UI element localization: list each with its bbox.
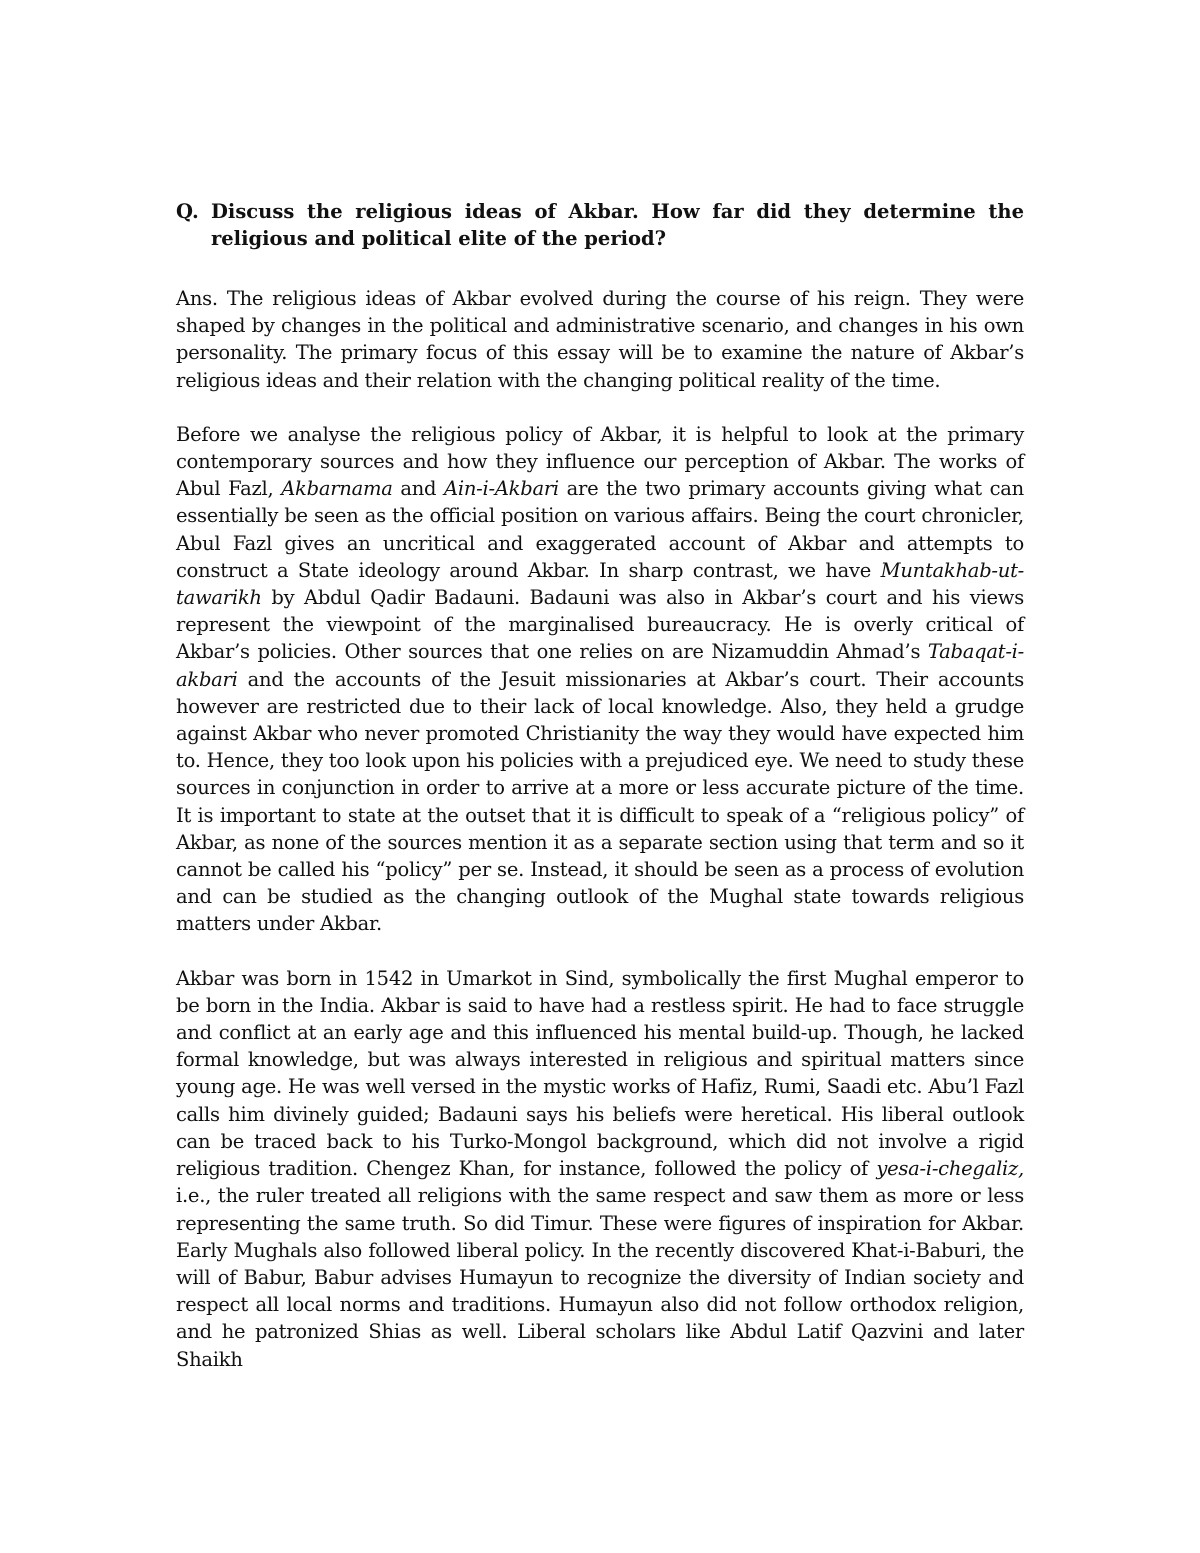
sources-paragraph [176, 421, 1024, 938]
question-label: Q. [176, 200, 199, 223]
background-text-1: Akbar was born in 1542 in Umarkot in Sind, symbolically the first Mughal emperor to be born in the India. Akbar is said to have had a restless spirit. He had to face struggle and conflict at an early age and this influenced his mental build-up. Though, he lacked formal knowledge, but was always interested in religious and spiritual matters since young age. He was well versed in the mystic works of Hafiz, Rumi, Saadi etc. Abu’l Fazl calls him divinely guided; Badauni says his beliefs were heretical. His liberal outlook can be traced back to his Turko-Mongol background, which did not involve a rigid religious tradition. Chengez Khan, for instance, followed the policy of [176, 966, 1024, 1181]
sources-text-2: and [392, 477, 445, 501]
term-yesa: yesa-i-chegaliz, [876, 1157, 1024, 1181]
akbar-background-paragraph [176, 965, 1024, 1373]
title-ain-i-akbari: Ain-i-Akbari [444, 477, 559, 501]
sources-text-4: by Abdul Qadir Badauni. Badauni was also in Akbar’s court and his views represent the viewpoint of the marginalised bureaucracy. He is overly critical of Akbar’s policies. Other sources that one relies on are Nizamuddin Ahmad’s [176, 586, 1024, 664]
answer-intro-paragraph: Ans. The religious ideas of Akbar evolved during the course of his reign. They were shaped by changes in the political and administrative scenario, and changes in his own personality. The primary focus of this essay will be to examine the nature of Akbar’s religious ideas and their relation with the changing political reality of the time. [176, 287, 1024, 392]
background-text-2: i.e., the ruler treated all religions with the same respect and saw them as more or less representing the same truth. So did Timur. These were figures of inspiration for Akbar. Early Mughals also followed liberal policy. In the recently discovered Khat-i-Baburi, the will of Babur, Babur advises Humayun to recognize the diversity of Indian society and respect all local norms and traditions. Humayun also did not follow orthodox religion, and he patronized Shias as well. Liberal scholars like Abdul Latif Qazvini and later Shaikh [176, 1184, 1024, 1371]
title-akbarnama: Akbarnama [281, 477, 393, 501]
sources-text-1: Before we analyse the religious policy of Akbar, it is helpful to look at the primary contemporary sources and how they influence our perception of Akbar. The works of Abul Fazl, [176, 422, 1024, 501]
question-text: Discuss the religious ideas of Akbar. How far did they determine the religious and political elite of the period? [211, 200, 1024, 250]
question-heading [176, 198, 1024, 252]
sources-text-5: and the accounts of the Jesuit missionaries at Akbar’s court. Their accounts however are restricted due to their lack of local knowledge. Also, they held a grudge against Akbar who never promoted Christianity the way they would have expected him to. Hence, they too look upon his policies with a prejudiced eye. We need to study these sources in conjunction in order to arrive at a more or less accurate picture of the time. It is important to state at the outset that it is difficult to speak of a “religious policy” of Akbar, as none of the sources mention it as a separate section using that term and so it cannot be called his “policy” per se. Instead, it should be seen as a process of evolution and can be studied as the changing outlook of the Mughal state towards religious matters under Akbar. [176, 667, 1024, 936]
document-page [176, 198, 1024, 1373]
title-tabaqat: Tabaqat-i-akbari [176, 640, 1024, 691]
title-muntakhab: Muntakhab-ut-tawarikh [176, 558, 1024, 610]
sources-text-3: are the two primary accounts giving what can essentially be seen as the official position on various affairs. Being the court chronicler, Abul Fazl gives an uncritical and exaggerated account of Akbar and attempts to construct a State ideology around Akbar. In sharp contrast, we have [176, 477, 1024, 582]
